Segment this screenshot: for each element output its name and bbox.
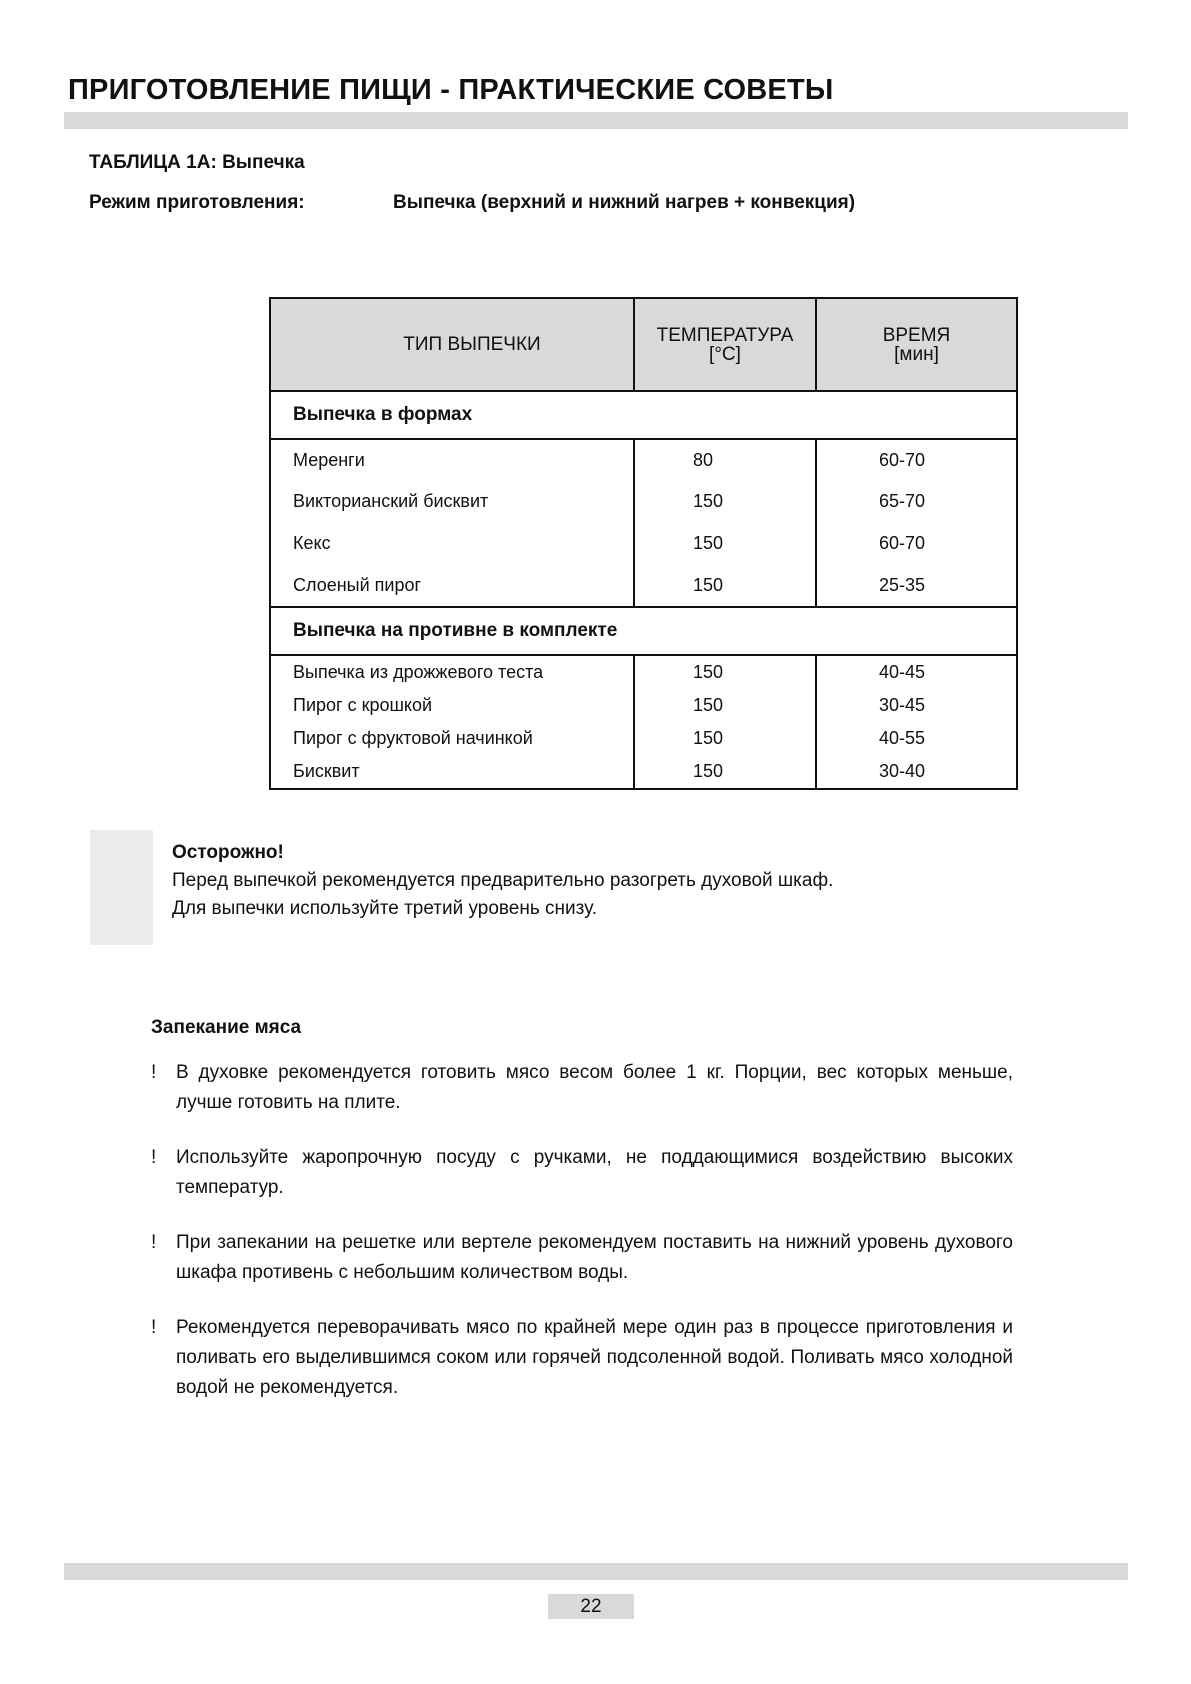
exclamation-bullet-icon: ! [151, 1147, 157, 1168]
cell-name: Пирог с фруктовой начинкой [270, 722, 634, 755]
table-header-row [270, 298, 1017, 391]
meat-tip-text: При запекании на решетке или вертеле рекомендуем поставить на нижний уровень духового шкафа противень с небольшим количеством воды. [176, 1232, 1013, 1283]
meat-tip-text: Используйте жаропрочную посуду с ручками, не поддающимися воздействию высоких температур. [176, 1147, 1013, 1198]
cell-temperature: 150 [634, 522, 816, 564]
exclamation-bullet-icon: ! [151, 1062, 157, 1083]
cell-temperature: 150 [634, 755, 816, 789]
cell-temperature: 80 [634, 439, 816, 480]
exclamation-bullet-icon: ! [151, 1317, 157, 1338]
cell-temperature: 150 [634, 480, 816, 522]
table-row [270, 439, 1017, 480]
exclamation-bullet-icon: ! [151, 1232, 157, 1253]
meat-tip-text: В духовке рекомендуется готовить мясо весом более 1 кг. Порции, вес которых меньше, лучше готовить на плите. [176, 1062, 1013, 1113]
table-group-row [270, 391, 1017, 439]
cell-time: 65-70 [816, 480, 1017, 522]
warning-title: Осторожно! [172, 842, 284, 863]
temperature-header-title: ТЕМПЕРАТУРА [656, 324, 794, 346]
cell-name: Меренги [270, 439, 634, 480]
cell-temperature: 150 [634, 564, 816, 607]
table-row [270, 689, 1017, 722]
table-row [270, 564, 1017, 607]
cell-time: 30-45 [816, 689, 1017, 722]
footer-divider-bar [64, 1563, 1128, 1580]
column-header-time [816, 298, 1017, 391]
time-header-unit: [мин] [894, 343, 939, 365]
table-caption: ТАБЛИЦА 1А: Выпечка [89, 152, 305, 173]
meat-section-title: Запекание мяса [151, 1017, 302, 1038]
group-title: Выпечка на противне в комплекте [270, 607, 1017, 655]
table-row [270, 755, 1017, 789]
meat-tip [151, 1058, 1013, 1118]
table-row [270, 522, 1017, 564]
cell-name: Бисквит [270, 755, 634, 789]
warning-line: Перед выпечкой рекомендуется предварительно разогреть духовой шкаф. [172, 870, 834, 891]
meat-tip-text: Рекомендуется переворачивать мясо по крайней мере один раз в процессе приготовления и поливать его выделившимся соком или горячей подсоленной водой. Поливать мясо холодной водой не рекомендуется. [176, 1317, 1013, 1398]
column-header-temperature [634, 298, 816, 391]
table-row [270, 722, 1017, 755]
page-title: ПРИГОТОВЛЕНИЕ ПИЩИ - ПРАКТИЧЕСКИЕ СОВЕТЫ [68, 74, 834, 106]
cell-time: 60-70 [816, 439, 1017, 480]
warning-line: Для выпечки используйте третий уровень снизу. [172, 898, 598, 919]
table-row [270, 655, 1017, 689]
cooking-mode-value: Выпечка (верхний и нижний нагрев + конвекция) [393, 192, 856, 213]
cell-temperature: 150 [634, 722, 816, 755]
meat-tip [151, 1313, 1013, 1403]
table-row [270, 480, 1017, 522]
cooking-mode-label: Режим приготовления: [89, 192, 305, 213]
cell-time: 60-70 [816, 522, 1017, 564]
cell-time: 25-35 [816, 564, 1017, 607]
time-header-title: ВРЕМЯ [882, 324, 951, 346]
cell-temperature: 150 [634, 689, 816, 722]
cell-time: 30-40 [816, 755, 1017, 789]
cell-time: 40-45 [816, 655, 1017, 689]
table-group-row [270, 607, 1017, 655]
page-number: 22 [548, 1594, 634, 1619]
meat-tip [151, 1228, 1013, 1288]
column-header-type: ТИП ВЫПЕЧКИ [270, 298, 634, 391]
cell-name: Пирог с крошкой [270, 689, 634, 722]
cell-time: 40-55 [816, 722, 1017, 755]
title-divider-bar [64, 112, 1128, 129]
group-title: Выпечка в формах [270, 391, 1017, 439]
meat-tip [151, 1143, 1013, 1203]
cell-name: Кекс [270, 522, 634, 564]
cell-name: Выпечка из дрожжевого теста [270, 655, 634, 689]
baking-table [269, 297, 1018, 790]
temperature-header-unit: [°C] [709, 343, 741, 365]
cell-name: Слоеный пирог [270, 564, 634, 607]
warning-marker-box [90, 830, 153, 945]
cell-name: Викторианский бисквит [270, 480, 634, 522]
cell-temperature: 150 [634, 655, 816, 689]
